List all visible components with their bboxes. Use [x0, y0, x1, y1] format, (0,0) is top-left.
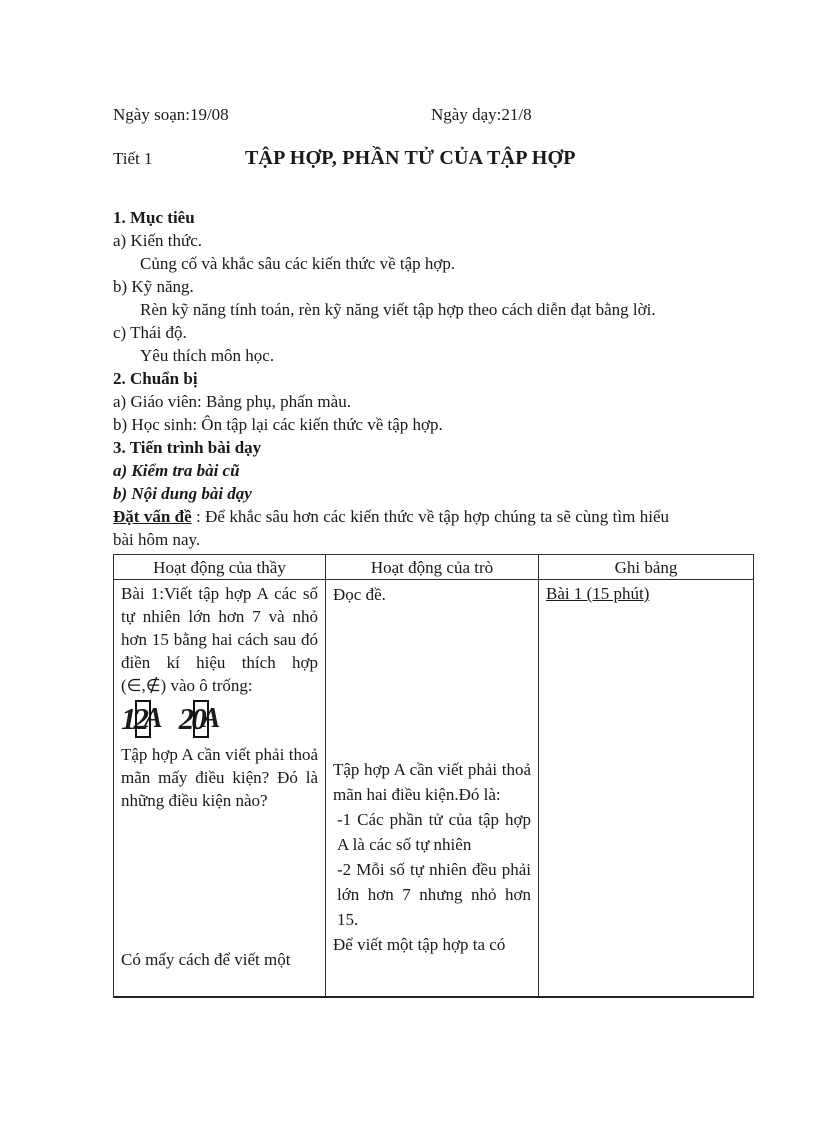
cell-spacer — [121, 812, 318, 948]
objectives-heading: 1. Mục tiêu — [113, 208, 195, 227]
blank-2-set: A — [201, 703, 221, 734]
activity-table — [113, 554, 754, 998]
student-activity-cell — [326, 580, 539, 996]
student-read-task: Đọc đề. — [333, 585, 386, 604]
answer-blank-box-2 — [193, 700, 209, 738]
student-answer-condition-2: -2 Mỗi số tự nhiên đều phải lớn hơn 7 nhưng nhỏ hơn 15. — [337, 860, 531, 929]
objectives-a-label: a) Kiến thức. — [113, 231, 202, 250]
table-body-row — [114, 580, 753, 996]
cell-spacer — [333, 607, 531, 757]
procedure-b: b) Nội dung bài dạy — [113, 484, 252, 503]
board-exercise-title: Bài 1 (15 phút) — [546, 584, 650, 603]
objectives-c-text: Yêu thích môn học. — [140, 346, 275, 365]
page-content — [113, 103, 756, 998]
lesson-period: Tiết 1 — [113, 149, 153, 168]
intro-text: : Để khắc sâu hơn các kiến thức về tập hợp chúng ta sẽ cùng tìm hiểu bài hôm nay. — [113, 507, 669, 549]
page-title: TẬP HỢP, PHẦN TỬ CỦA TẬP HỢP — [245, 147, 576, 169]
student-answer-condition-1: -1 Các phần tử của tập hợp A là các số tự nhiên — [337, 810, 531, 854]
meta-date-taught: Ngày dạy:21/8 — [431, 105, 532, 124]
meta-date-composed: Ngày soạn:19/08 — [113, 105, 229, 124]
preparation-heading: 2. Chuẩn bị — [113, 369, 198, 388]
procedure-heading: 3. Tiến trình bài dạy — [113, 438, 262, 457]
intro-label: Đặt vấn đề — [113, 507, 192, 526]
procedure-intro — [113, 505, 669, 551]
meta-row — [113, 103, 756, 126]
preparation-student: b) Học sinh: Ôn tập lại các kiến thức về tập hợp. — [113, 415, 443, 434]
table-header-board-notes: Ghi bảng — [539, 555, 753, 580]
answer-blank-box-1 — [135, 700, 151, 738]
fill-in-blank-exercise — [121, 697, 318, 741]
teacher-question-conditions: Tập hợp A cần viết phải thoả mãn mấy điều kiện? Đó là những điều kiện nào? — [121, 745, 318, 810]
student-answer-continuation: Để viết một tập hợp ta có — [333, 935, 506, 954]
exercise-1-statement: Bài 1:Viết tập hợp A các số tự nhiên lớn hơn 7 và nhỏ hơn 15 bằng hai cách sau đó điền kí hiệu thích hợp (∈,∉) vào ô trống: — [121, 584, 318, 695]
objectives-c-label: c) Thái độ. — [113, 323, 187, 342]
objectives-b-text: Rèn kỹ năng tính toán, rèn kỹ năng viết tập hợp theo cách diễn đạt bằng lời. — [140, 300, 656, 319]
blank-1-number: 12 — [121, 701, 146, 736]
table-header-row — [114, 555, 753, 580]
board-notes-cell — [539, 580, 753, 996]
student-answer-intro: Tập hợp A cần viết phải thoả mãn hai điều kiện.Đó là: — [333, 760, 531, 804]
table-header-teacher-activity: Hoạt động của thầy — [114, 555, 326, 580]
blank-1-set: A — [144, 703, 163, 734]
teacher-activity-cell — [114, 580, 326, 996]
preparation-teacher: a) Giáo viên: Bảng phụ, phấn màu. — [113, 392, 351, 411]
procedure-a: a) Kiểm tra bài cũ — [113, 461, 240, 480]
blank-2-number: 20 — [178, 701, 204, 736]
table-header-student-activity: Hoạt động của trò — [326, 555, 539, 580]
objectives-b-label: b) Kỹ năng. — [113, 277, 194, 296]
title-row — [113, 147, 756, 173]
teacher-question-ways: Có mấy cách để viết một — [121, 950, 291, 969]
objectives-a-text: Củng cố và khắc sâu các kiến thức về tập hợp. — [140, 254, 456, 273]
